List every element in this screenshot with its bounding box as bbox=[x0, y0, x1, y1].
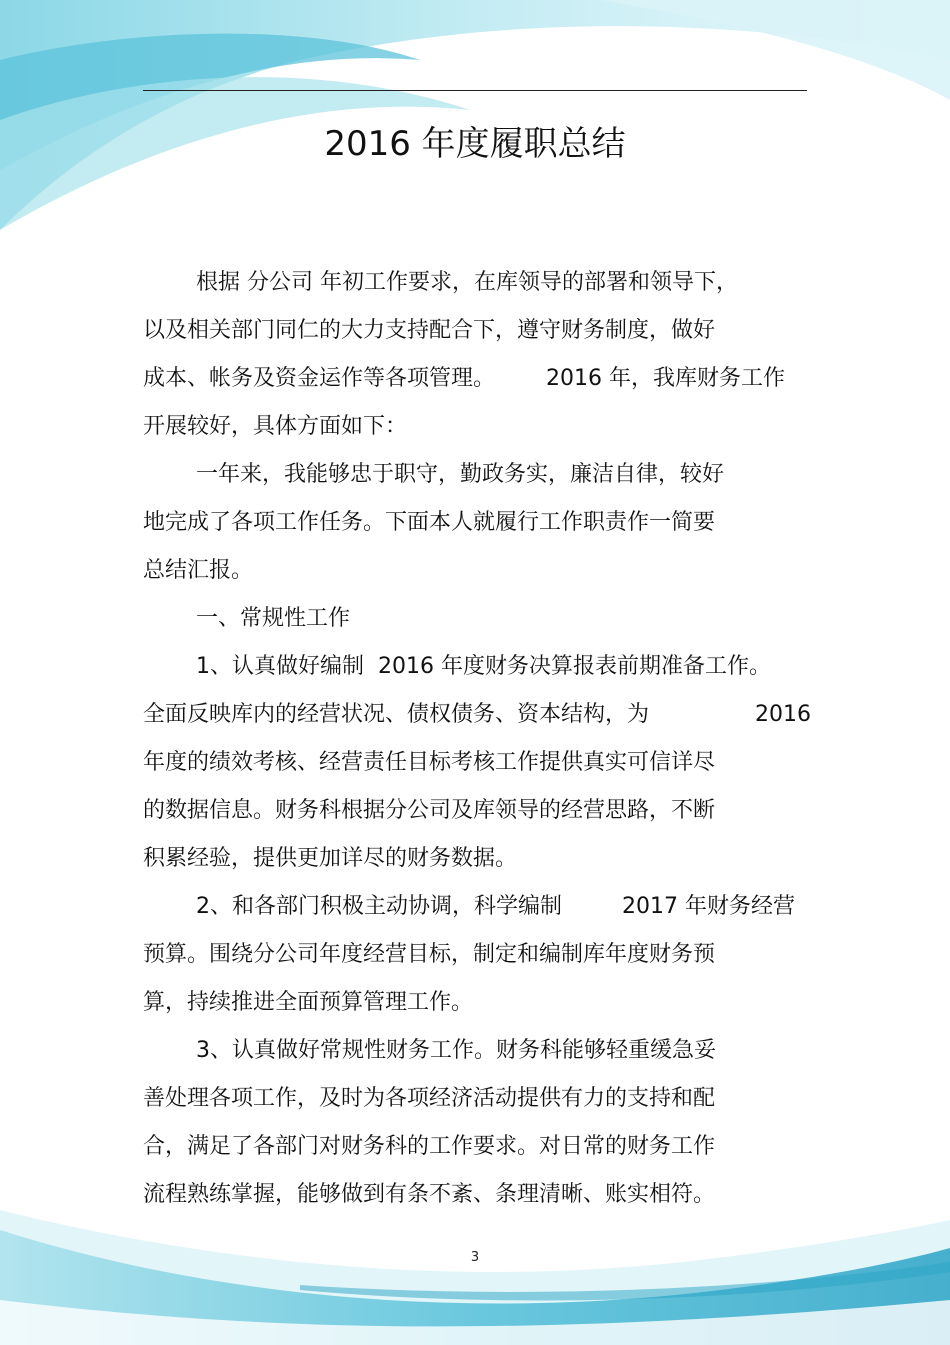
body-line: 2、和各部门积极主动协调，科学编制 bbox=[196, 894, 562, 919]
body-line: 2016 年度财务决算报表前期准备工作。 bbox=[378, 654, 771, 679]
body-line: 地完成了各项工作任务。下面本人就履行工作职责作一简要 bbox=[143, 510, 716, 535]
section-heading: 一、常规性工作 bbox=[196, 606, 351, 631]
body-line: 全面反映库内的经营状况、债权债务、资本结构，为 bbox=[143, 702, 650, 727]
body-line: 善处理各项工作，及时为各项经济活动提供有力的支持和配 bbox=[143, 1086, 716, 1111]
body-line: 根据 分公司 年初工作要求，在库领导的部署和领导下， bbox=[196, 270, 738, 295]
body-line: 积累经验，提供更加详尽的财务数据。 bbox=[143, 846, 518, 871]
body-line: 1、认真做好编制 bbox=[196, 654, 364, 679]
body-line: 成本、帐务及资金运作等各项管理。 bbox=[143, 366, 496, 391]
body-line: 开展较好，具体方面如下： bbox=[143, 414, 408, 439]
body-line: 一年来，我能够忠于职守，勤政务实，廉洁自律，较好 bbox=[196, 462, 725, 487]
header-rule bbox=[143, 90, 807, 91]
body-line: 合，满足了各部门对财务科的工作要求。对日常的财务工作 bbox=[143, 1134, 716, 1159]
body-line: 以及相关部门同仁的大力支持配合下，遵守财务制度，做好 bbox=[143, 318, 716, 343]
body-line: 年度的绩效考核、经营责任目标考核工作提供真实可信详尽 bbox=[143, 750, 716, 775]
body-line: 总结汇报。 bbox=[143, 558, 254, 583]
body-line: 3、认真做好常规性财务工作。财务科能够轻重缓急妥 bbox=[196, 1038, 716, 1063]
body-line: 的数据信息。财务科根据分公司及库领导的经营思路，不断 bbox=[143, 798, 716, 823]
body-line: 预算。围绕分公司年度经营目标，制定和编制库年度财务预 bbox=[143, 942, 716, 967]
body-line: 流程熟练掌握，能够做到有条不紊、条理清晰、账实相符。 bbox=[143, 1182, 716, 1207]
page-number: 3 bbox=[470, 1250, 480, 1265]
document-title: 2016 年度履职总结 bbox=[324, 124, 626, 164]
body-line: 2017 年财务经营 bbox=[622, 894, 795, 919]
body-line: 2016 年，我库财务工作 bbox=[546, 366, 785, 391]
body-line: 算，持续推进全面预算管理工作。 bbox=[143, 990, 474, 1015]
body-line: 2016 bbox=[755, 702, 811, 727]
